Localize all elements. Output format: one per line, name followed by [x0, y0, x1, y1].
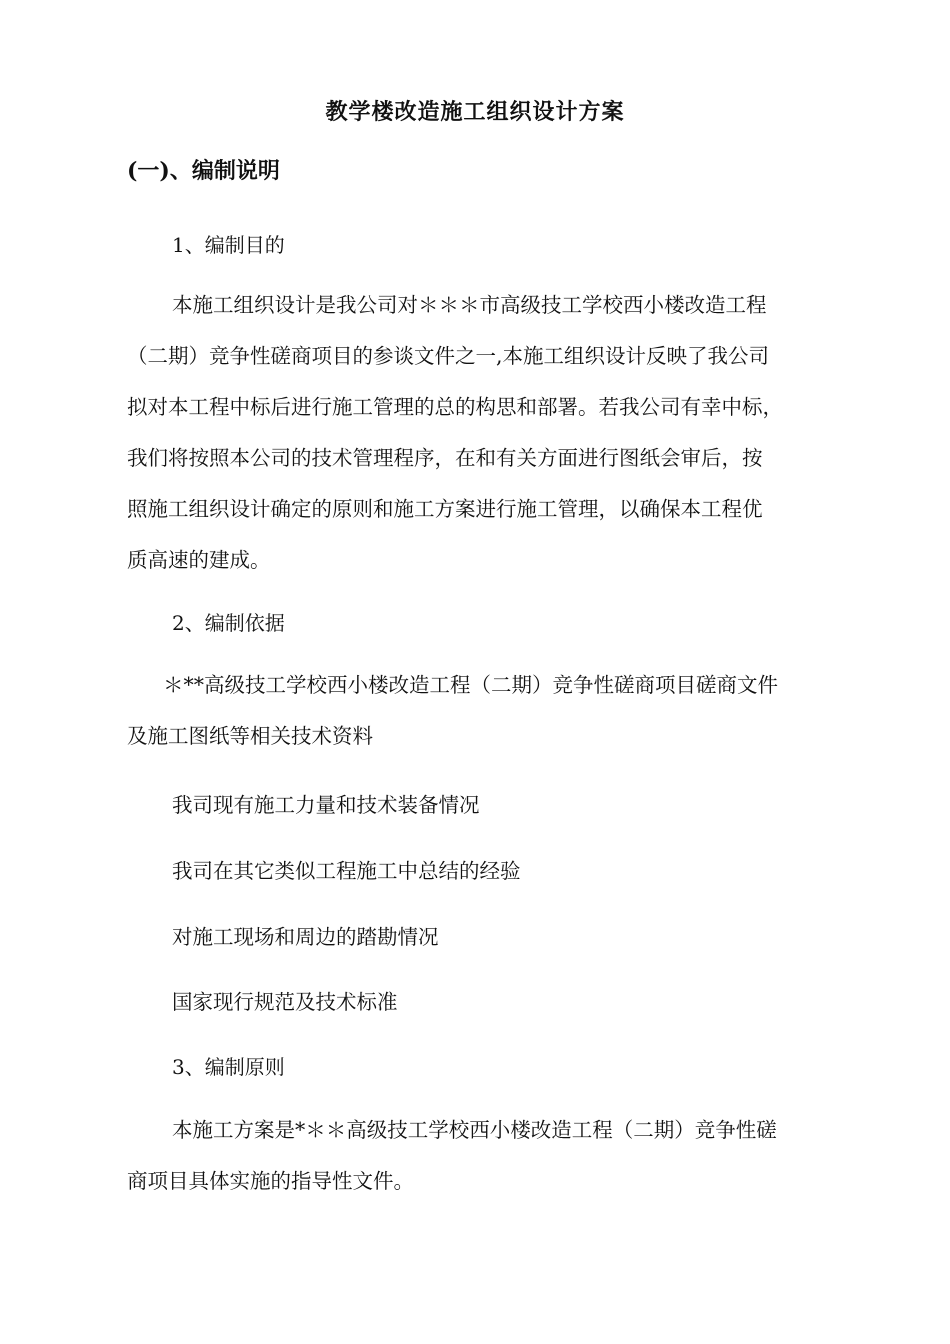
paragraph-line: （二期）竞争性磋商项目的参谈文件之一,本施工组织设计反映了我公司 [127, 344, 770, 368]
basis-item: 对施工现场和周边的踏勘情况 [172, 925, 439, 949]
paragraph-line: 商项目具体实施的指导性文件。 [127, 1169, 414, 1193]
basis-item: 我司在其它类似工程施工中总结的经验 [172, 859, 521, 883]
document-title: 教学楼改造施工组织设计方案 [325, 99, 625, 125]
basis-item: 我司现有施工力量和技术装备情况 [172, 793, 480, 817]
principle-heading: 3、编制原则 [172, 1055, 285, 1079]
paragraph-line: 我们将按照本公司的技术管理程序，在和有关方面进行图纸会审后，按 [127, 446, 763, 470]
purpose-paragraph [127, 280, 833, 586]
paragraph-line: ＊**高级技工学校西小楼改造工程（二期）竞争性磋商项目磋商文件 [163, 673, 778, 697]
paragraph-line: 本施工方案是*＊＊高级技工学校西小楼改造工程（二期）竞争性磋 [172, 1118, 777, 1142]
basis-item: 国家现行规范及技术标准 [172, 990, 398, 1014]
paragraph-line: 及施工图纸等相关技术资料 [127, 724, 373, 748]
paragraph-line: 拟对本工程中标后进行施工管理的总的构思和部署。若我公司有幸中标， [127, 395, 783, 419]
principle-paragraph [127, 1105, 833, 1207]
basis-paragraph [127, 660, 833, 762]
section-heading: (一)、编制说明 [127, 158, 280, 184]
purpose-heading: 1、编制目的 [172, 233, 285, 257]
paragraph-line: 质高速的建成。 [127, 548, 271, 572]
paragraph-line: 照施工组织设计确定的原则和施工方案进行施工管理，以确保本工程优 [127, 497, 763, 521]
paragraph-line: 本施工组织设计是我公司对＊＊＊市高级技工学校西小楼改造工程 [172, 293, 767, 317]
basis-heading: 2、编制依据 [172, 611, 285, 635]
